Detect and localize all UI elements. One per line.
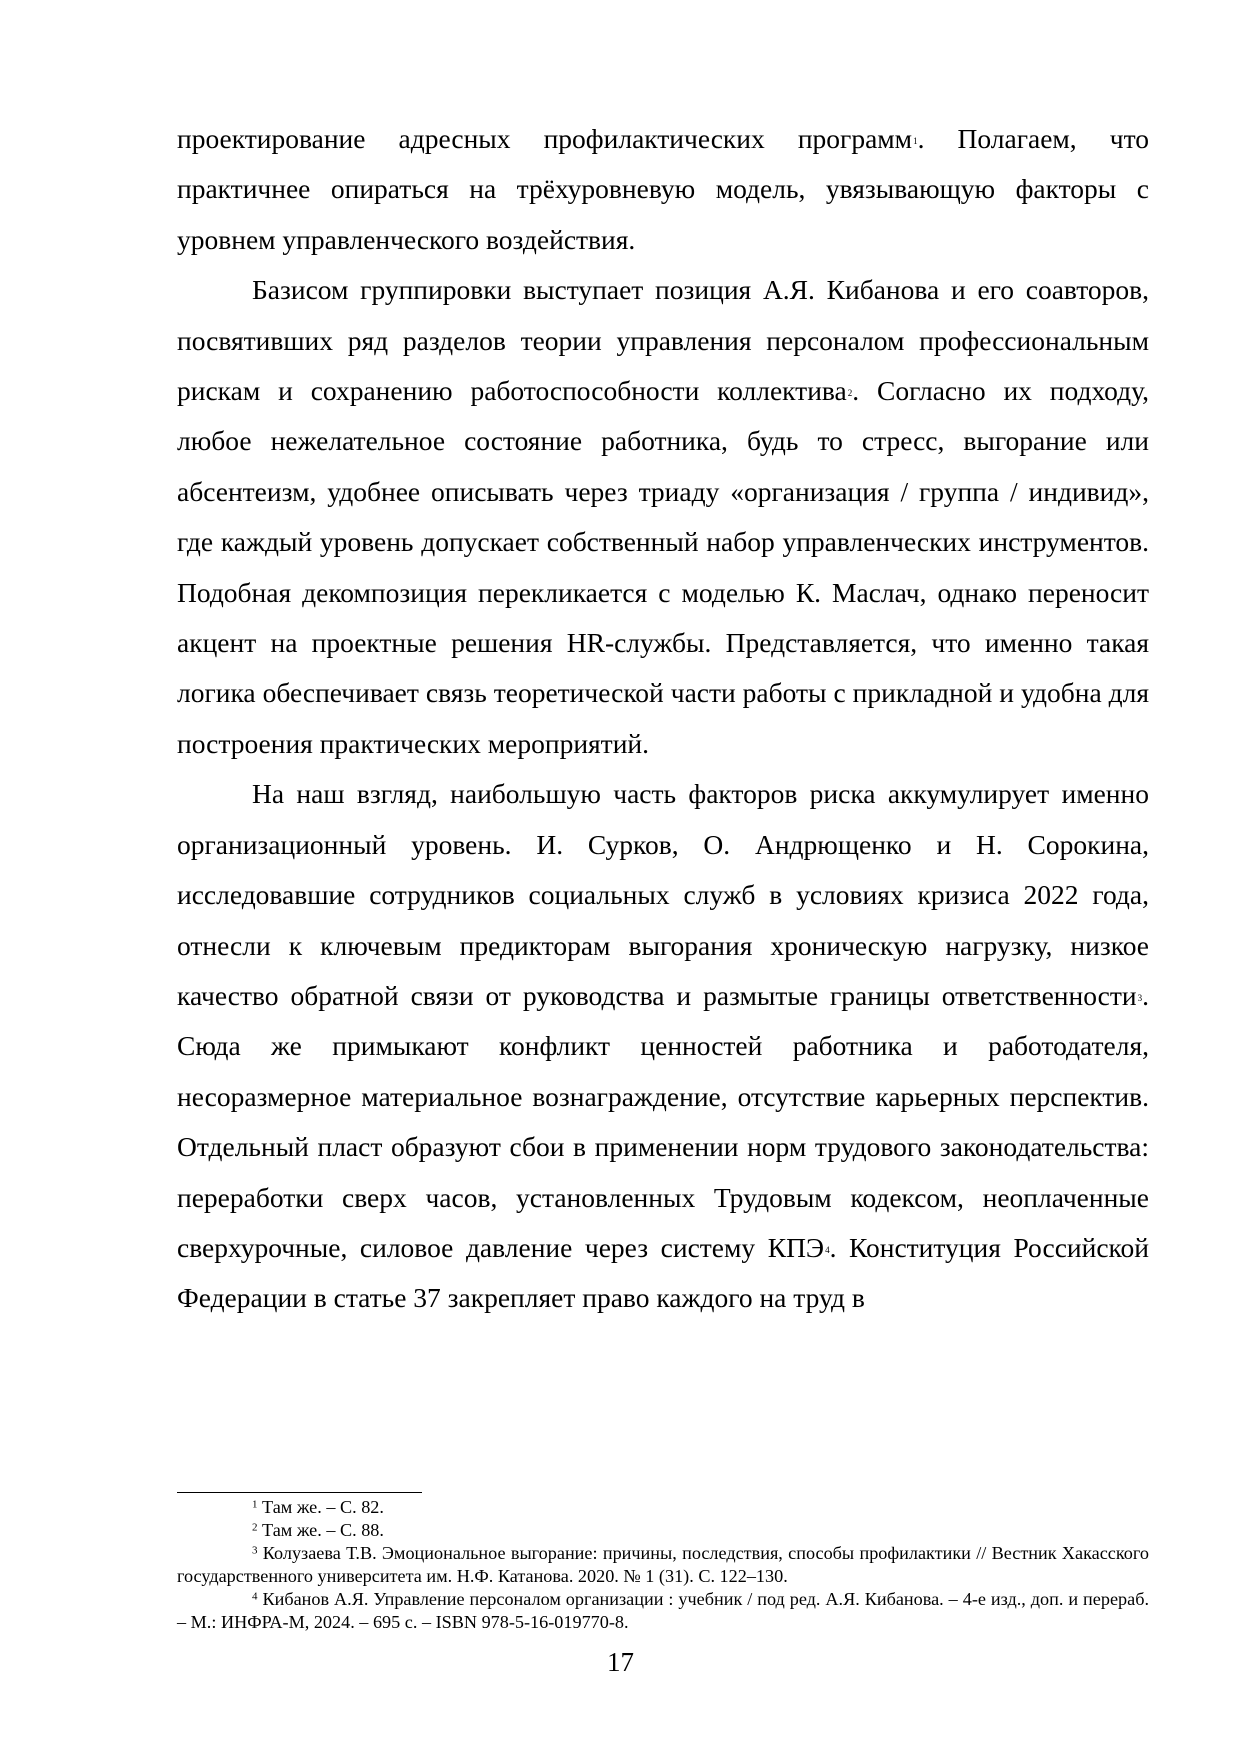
footnote-ref-4[interactable]: 4	[825, 1244, 830, 1255]
footnote-number: 1	[252, 1498, 258, 1511]
footnote-1: $^1$ Там же. – С. 82.	[252, 1497, 384, 1517]
footnote-ref-1[interactable]: 1	[913, 135, 918, 146]
body-text	[177, 114, 1149, 1324]
footnote-4: $^4$ Кибанов А.Я. Управление персоналом организации : учебник / под ред. А.Я. Кибанова. – 4-е изд., доп. и перераб. – М.: ИНФРА-М, 2024. – 695 с. – ISBN 978-5-16-019770-8.	[177, 1589, 1149, 1632]
footnote-number: 3	[252, 1544, 258, 1557]
paragraph-2: Базисом группировки выступает позиция А.Я. Кибанова и его соавторов, посвятивших ряд разделов теории управления персоналом профессиональным рискам и сохранению работоспособности коллектива$^2$. Согласно их подходу, любое нежелательное состояние работника, будь то стресс, выгорание или абсентеизм, удобнее описывать через триаду «организация / группа / индивид», где каждый уровень допускает собственный набор управленческих инструментов. Подобная декомпозиция перекликается с моделью К. Маслач, однако переносит акцент на проектные решения HR-службы. Представляется, что именно такая логика обеспечивает связь теоретической части работы с прикладной и удобна для построения практических мероприятий.	[177, 274, 1149, 759]
footnote-number: 4	[252, 1590, 258, 1603]
footnote-separator	[177, 1492, 422, 1493]
page-number: 17	[607, 1647, 634, 1677]
footnote-number: 2	[252, 1521, 258, 1534]
footnote-ref-3[interactable]: 3	[1137, 992, 1143, 1003]
footnote-3: $^3$ Колузаева Т.В. Эмоциональное выгорание: причины, последствия, способы профилактики // Вестник Хакасского государственного университета им. Н.Ф. Катанова. 2020. № 1 (31). С. 122–130.	[177, 1543, 1149, 1586]
footnote-ref-2[interactable]: 2	[847, 387, 853, 398]
footnote-2: $^2$ Там же. – С. 88.	[252, 1520, 384, 1540]
footnotes	[177, 1496, 1149, 1634]
paragraph-3: На наш взгляд, наибольшую часть факторов риска аккумулирует именно организационный уровень. И. Сурков, О. Андрющенко и Н. Сорокина, исследовавшие сотрудников социальных служб в условиях кризиса 2022 года, отнесли к ключевым предикторам выгорания хроническую нагрузку, низкое качество обратной связи от руководства и размытые границы ответственности$^3$. Сюда же примыкают конфликт ценностей работника и работодателя, несоразмерное материальное вознаграждение, отсутствие карьерных перспектив. Отдельный пласт образуют сбои в применении норм трудового законодательства: переработки сверх часов, установленных Трудовым кодексом, неоплаченные сверхурочные, силовое давление через систему КПЭ$^4$. Конституция Российской Федерации в статье 37 закрепляет право каждого на труд в	[177, 778, 1149, 1314]
paragraph-1: проектирование адресных профилактических программ$^1$. Полагаем, что практичнее опираться на трёхуровневую модель, увязывающую факторы с уровнем управленческого воздействия.	[177, 123, 1149, 255]
